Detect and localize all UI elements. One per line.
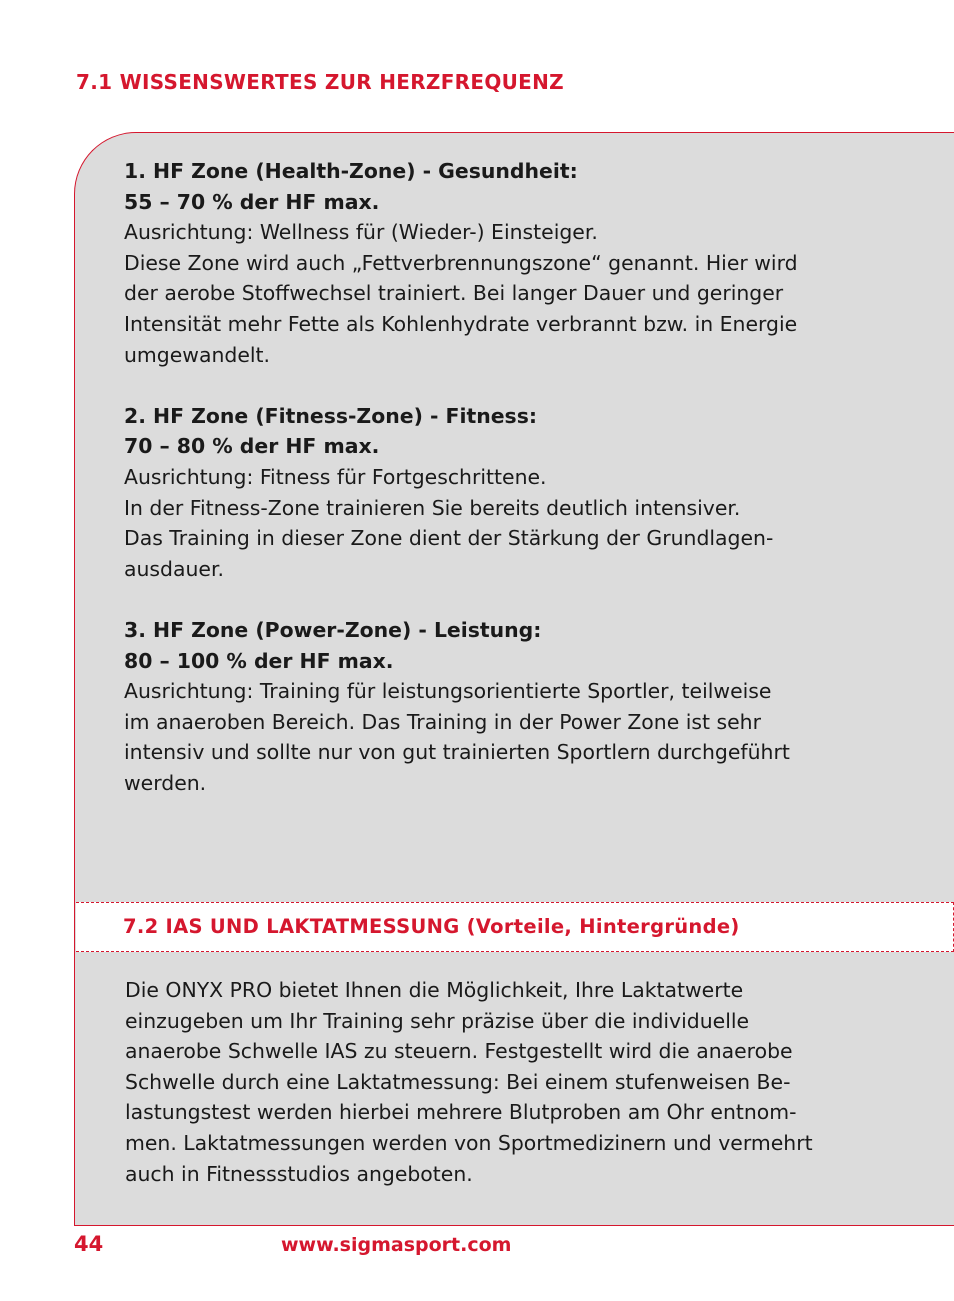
zone-line: Das Training in dieser Zone dient der Stärkung der Grundlagen- (124, 526, 774, 551)
footer-url[interactable]: www.sigmasport.com (281, 1234, 512, 1256)
zone-line: Intensität mehr Fette als Kohlenhydrate verbrannt bzw. in Energie (124, 311, 798, 336)
zone-range: 80 – 100 % der HF max. (124, 648, 394, 673)
page-number: 44 (74, 1232, 104, 1256)
zone-line: In der Fitness-Zone trainieren Sie bereits deutlich intensiver. (124, 495, 741, 520)
body-line: lastungstest werden hierbei mehrere Blutproben am Ohr entnom- (125, 1100, 797, 1125)
zone-line: Ausrichtung: Fitness für Fortgeschrittene. (124, 464, 547, 489)
body-line: anaerobe Schwelle IAS zu steuern. Festgestellt wird die anaerobe (125, 1039, 793, 1064)
zone-title: 1. HF Zone (Health-Zone) - Gesundheit: (124, 159, 578, 183)
subsection-body (125, 975, 845, 1189)
body-line: men. Laktatmessungen werden von Sportmedizinern und vermehrt (125, 1130, 813, 1155)
zone-title: 2. HF Zone (Fitness-Zone) - Fitness: (124, 403, 537, 428)
body-line: Schwelle durch eine Laktatmessung: Bei einem stufenweisen Be- (125, 1069, 791, 1094)
zone-line: der aerobe Stoffwechsel trainiert. Bei langer Dauer und geringer (124, 281, 784, 306)
zone-title: 3. HF Zone (Power-Zone) - Leistung: (124, 617, 542, 642)
subsection-title-main: 7.2 IAS UND LAKTATMESSUNG (123, 915, 460, 938)
zone-line: intensiv und sollte nur von gut trainierten Sportlern durchgeführt (124, 740, 790, 765)
zone-3 (124, 615, 844, 799)
subsection-header (76, 902, 954, 952)
section-title: 7.1 WISSENSWERTES ZUR HERZFREQUENZ (76, 70, 564, 94)
zone-line: Diese Zone wird auch „Fettverbrennungszone“ genannt. Hier wird (124, 250, 798, 275)
zone-line: im anaeroben Bereich. Das Training in der Power Zone ist sehr (124, 709, 761, 734)
zones-block (124, 156, 844, 829)
zone-line: werden. (124, 770, 207, 795)
zone-range: 70 – 80 % der HF max. (124, 434, 380, 459)
zone-range: 55 – 70 % der HF max. (124, 189, 380, 214)
subsection-title-paren: (Vorteile, Hintergründe) (466, 915, 740, 938)
zone-line: ausdauer. (124, 556, 224, 581)
zone-1 (124, 156, 844, 370)
zone-line: Ausrichtung: Wellness für (Wieder-) Einsteiger. (124, 220, 598, 245)
body-line: einzugeben um Ihr Training sehr präzise über die individuelle (125, 1008, 750, 1033)
zone-line: Ausrichtung: Training für leistungsorientierte Sportler, teilweise (124, 679, 772, 704)
zone-line: umgewandelt. (124, 342, 271, 367)
body-line: auch in Fitnessstudios angeboten. (125, 1161, 473, 1186)
subsection-title (123, 915, 740, 938)
body-line: Die ONYX PRO bietet Ihnen die Möglichkeit, Ihre Laktatwerte (125, 978, 744, 1002)
zone-2 (124, 401, 844, 585)
